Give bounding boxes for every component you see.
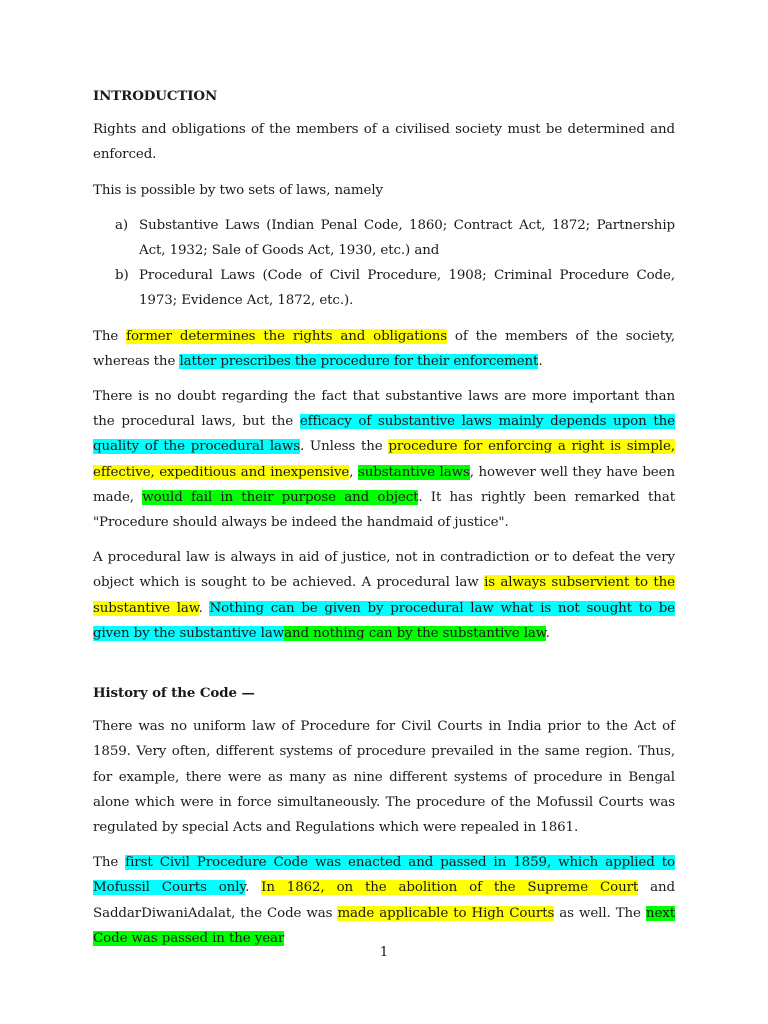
list-marker: b) [115,268,129,284]
paragraph-efficacy [93,384,675,535]
list-item-text: Procedural Laws (Code of Civil Procedure, 1908; Criminal Procedure Code, 1973; Evidence Act, 1872, etc.). [139,268,675,309]
page-number: 1 [379,945,389,960]
text-run: . [538,353,543,369]
text-run: . [245,880,262,896]
highlight-yellow: is always subservient to the substantive law [93,575,675,616]
text-run: , however well they have been made, [93,464,675,505]
list-item [93,263,675,313]
highlight-green: and nothing can by the substantive law [284,625,546,641]
text-run: . It has rightly been remarked that "Procedure should always be indeed the handmaid of justice". [93,489,675,531]
highlight-cyan: Nothing can be given by procedural law what is not sought to be given by the substantive law [93,600,675,641]
highlight-yellow: made applicable to High Courts [337,905,555,921]
highlight-cyan: efficacy of substantive laws mainly depends upon the quality of the procedural laws [93,414,676,455]
text-run: The [93,328,127,344]
text-run: The [93,855,126,871]
text-run: and SaddarDiwaniAdalat, the Code was [93,880,675,921]
paragraph-no-uniform-law: There was no uniform law of Procedure for Civil Courts in India prior to the Act of 1859. Very often, different systems of procedure prevailed in the same region. Thus, for example, there were as many as nine different systems of procedure in Bengal alone which were in force simultaneously. The procedure of the Mofussil Courts was regulated by special Acts and Regulations which were repealed in 1861. [93,719,675,836]
highlight-cyan: latter prescribes the procedure for their enforcement [179,353,539,369]
text-run: There is no doubt regarding the fact that substantive laws are more important than the procedural laws, but the [93,389,675,430]
paragraph-first-code [93,850,675,951]
text-run: , [349,464,358,480]
heading-introduction: INTRODUCTION [93,88,218,104]
list-item [93,213,675,263]
text-run: . [545,625,550,641]
text-run: of the members of the society, whereas the [93,328,675,369]
highlight-cyan: first Civil Procedure Code was enacted and passed in 1859, which applied to Mofussil Courts only [93,855,676,896]
highlight-green: next Code was passed in the year [93,905,676,946]
paragraph-two-sets: This is possible by two sets of laws, namely [93,182,383,198]
highlight-yellow: In 1862, on the abolition of the Supreme Court [261,880,639,896]
text-run: as well. The [554,905,646,921]
paragraph-former-latter [93,324,675,374]
text-run: A procedural law is always in aid of justice, not in contradiction or to defeat the very object which is sought to be achieved. A procedural law [93,550,675,591]
paragraph-rights: Rights and obligations of the members of a civilised society must be determined and enforced. [93,122,675,163]
highlight-green: substantive laws [357,464,470,480]
highlight-yellow: former determines the rights and obligations [126,328,447,344]
heading-history: History of the Code — [93,685,255,702]
spacer [93,656,675,681]
document-body [93,84,675,961]
text-run: . Unless the [300,439,389,455]
highlight-green: would fail in their purpose and object [142,489,419,505]
list-marker: a) [115,217,129,233]
highlight-yellow: procedure for enforcing a right is simple, effective, expeditious and inexpensive [93,439,675,480]
paragraph-procedural-law [93,545,675,646]
text-run: . [198,600,210,616]
list-item-text: Substantive Laws (Indian Penal Code, 1860; Contract Act, 1872; Partnership Act, 1932; Sale of Goods Act, 1930, etc.) and [139,217,675,259]
laws-list [93,213,675,314]
